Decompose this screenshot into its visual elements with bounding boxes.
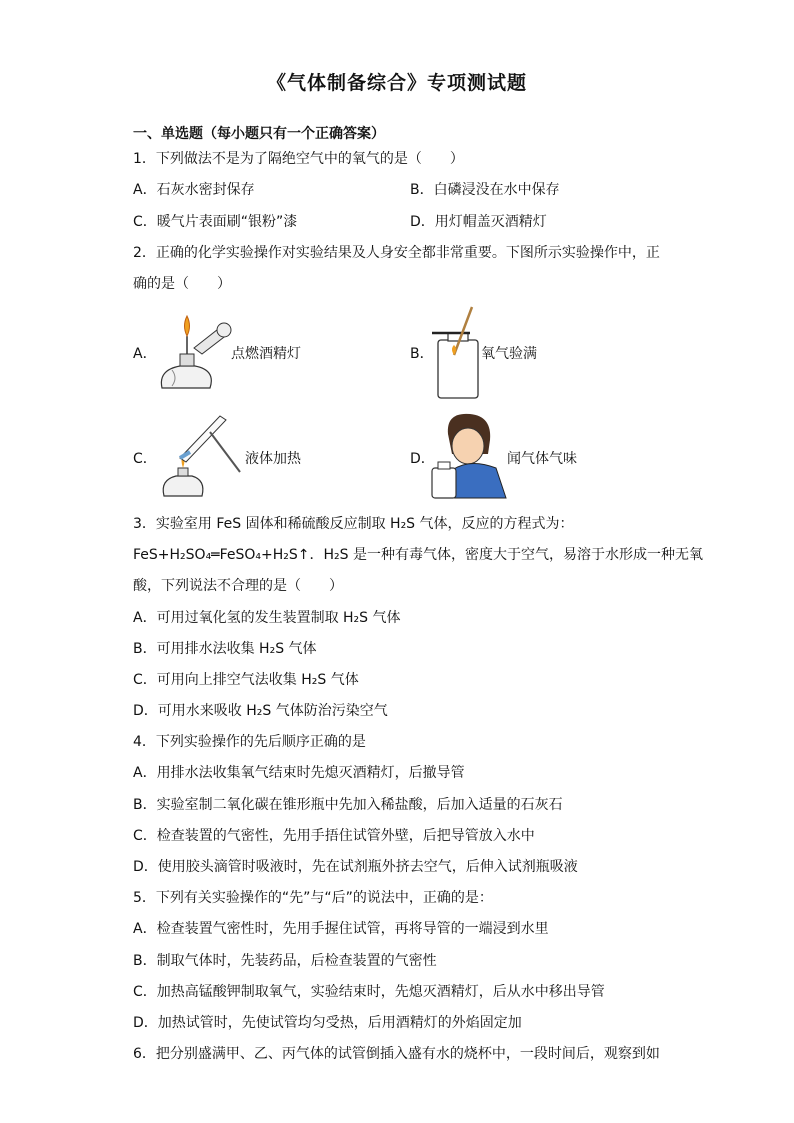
q2-option-a-label: 点燃酒精灯 <box>231 346 301 362</box>
smelling-gas-figure <box>430 410 510 500</box>
q2-option-c-label: 液体加热 <box>245 451 301 467</box>
q2-option-d-label: 闻气体气味 <box>507 451 577 467</box>
section-heading: 一、单选题（每小题只有一个正确答案） <box>133 126 385 142</box>
q3-stem-line1: 3．实验室用 FeS 固体和稀硫酸反应制取 H₂S 气体，反应的方程式为： <box>133 516 574 532</box>
q2-stem-line2: 确的是（ ） <box>133 276 231 292</box>
q1-option-d: D．用灯帽盖灭酒精灯 <box>410 214 547 230</box>
q4-option-b: B．实验室制二氧化碳在锥形瓶中先加入稀盐酸，后加入适量的石灰石 <box>133 797 563 813</box>
q1-option-c: C．暖气片表面刷“银粉”漆 <box>133 214 298 230</box>
q1-option-a: A．石灰水密封保存 <box>133 182 255 198</box>
q2-option-b-letter: B． <box>410 346 434 362</box>
q5-option-c: C．加热高锰酸钾制取氧气，实验结束时，先熄灭酒精灯，后从水中移出导管 <box>133 984 605 1000</box>
q3-option-a: A．可用过氧化氢的发生装置制取 H₂S 气体 <box>133 610 401 626</box>
oxygen-test-figure <box>430 305 485 400</box>
q1-option-b: B．白磷浸没在水中保存 <box>410 182 560 198</box>
q5-option-d: D．加热试管时，先使试管均匀受热，后用酒精灯的外焰固定加 <box>133 1015 522 1031</box>
q1-stem: 1．下列做法不是为了隔绝空气中的氧气的是（ ） <box>133 151 464 167</box>
q6-stem: 6．把分别盛满甲、乙、丙气体的试管倒插入盛有水的烧杯中，一段时间后，观察到如 <box>133 1046 660 1062</box>
q3-stem-line3: 酸，下列说法不合理的是（ ） <box>133 578 343 594</box>
q3-stem-line2: FeS+H₂SO₄═FeSO₄+H₂S↑．H₂S 是一种有毒气体，密度大于空气，易溶于水形成一种无氧 <box>133 547 703 563</box>
q3-option-b: B．可用排水法收集 H₂S 气体 <box>133 641 317 657</box>
q4-option-d: D．使用胶头滴管时吸液时，先在试剂瓶外挤去空气，后伸入试剂瓶吸液 <box>133 859 578 875</box>
liquid-heating-figure <box>150 412 245 502</box>
q5-option-a: A．检查装置气密性时，先用手握住试管，再将导管的一端浸到水里 <box>133 921 549 937</box>
q2-stem-line1: 2．正确的化学实验操作对实验结果及人身安全都非常重要。下图所示实验操作中，正 <box>133 245 660 261</box>
q4-stem: 4．下列实验操作的先后顺序正确的是 <box>133 734 366 750</box>
q3-option-d: D．可用水来吸收 H₂S 气体防治污染空气 <box>133 703 388 719</box>
q4-option-c: C．检查装置的气密性，先用手捂住试管外壁，后把导管放入水中 <box>133 828 535 844</box>
q5-option-b: B．制取气体时，先装药品，后检查装置的气密性 <box>133 953 437 969</box>
q5-stem: 5．下列有关实验操作的“先”与“后”的说法中，正确的是： <box>133 890 493 906</box>
page-title: 《气体制备综合》专项测试题 <box>266 72 527 94</box>
q3-option-c: C．可用向上排空气法收集 H₂S 气体 <box>133 672 359 688</box>
q2-option-a-letter: A． <box>133 346 157 362</box>
q2-option-b-label: 氧气验满 <box>481 346 537 362</box>
q4-option-a: A．用排水法收集氧气结束时先熄灭酒精灯，后撤导管 <box>133 765 465 781</box>
alcohol-lamp-lighting-figure <box>150 308 235 398</box>
q2-option-c-letter: C． <box>133 451 157 467</box>
q2-option-d-letter: D． <box>410 451 435 467</box>
